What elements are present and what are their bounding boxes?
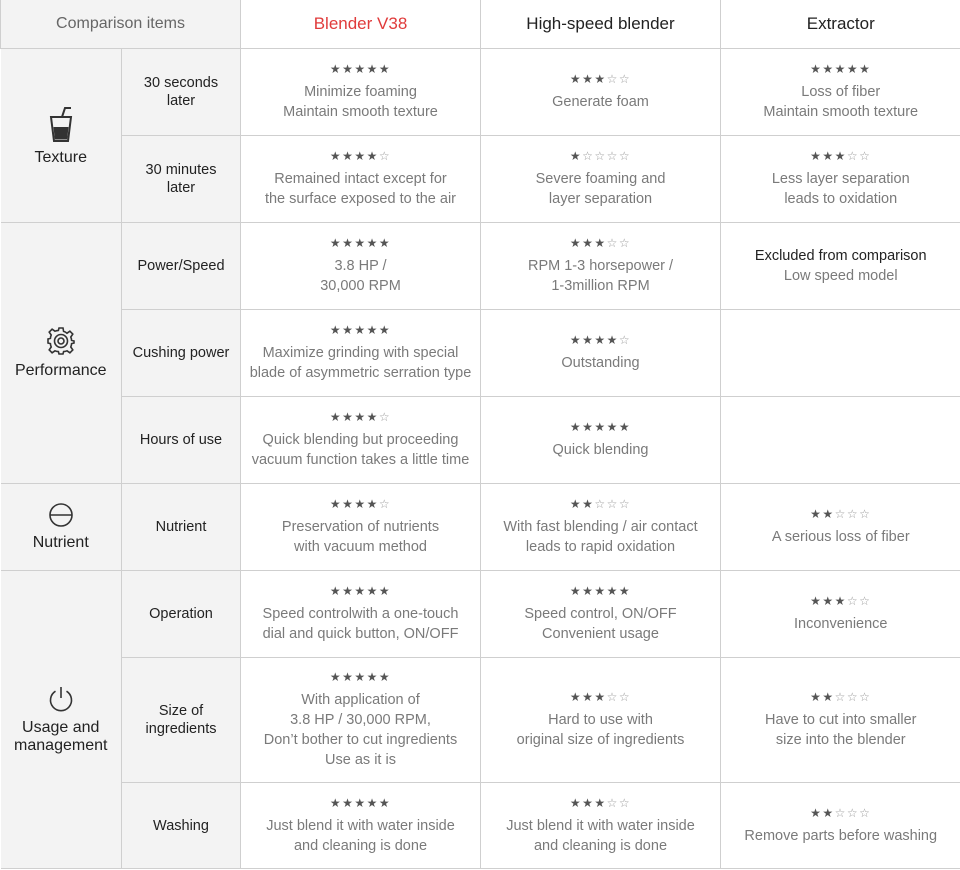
juice-cup-icon (46, 105, 76, 143)
table-row (1, 223, 960, 310)
star-empty-icon: ☆ (378, 410, 392, 424)
row-label-text: 30 minutes (145, 162, 217, 178)
gear-icon (46, 326, 76, 356)
star-rating (481, 149, 720, 163)
star-filled-icon: ★ (378, 62, 392, 76)
star-rating (241, 149, 480, 163)
cell-text: 3.8 HP / 30,000 RPM, (290, 712, 431, 728)
row-label (122, 49, 241, 136)
star-filled-icon: ★ (329, 795, 343, 810)
star-rating (481, 72, 720, 86)
star-filled-icon: ★ (354, 149, 367, 163)
row-label-text: Power/Speed (137, 258, 225, 274)
cell-text: layer separation (548, 191, 653, 207)
star-filled-icon: ★ (822, 507, 835, 521)
table-row (1, 484, 960, 571)
star-empty-icon: ☆ (606, 690, 619, 704)
star-filled-icon: ★ (366, 62, 379, 76)
star-empty-icon: ☆ (859, 149, 872, 163)
comparison-items-header: Comparison items (1, 0, 241, 49)
row-label (122, 223, 241, 310)
row-label (122, 783, 241, 869)
star-rating (721, 806, 960, 820)
cell-text: Remove parts before washing (744, 827, 938, 844)
star-filled-icon: ★ (329, 149, 343, 163)
star-filled-icon: ★ (329, 670, 343, 684)
star-empty-icon: ☆ (378, 149, 392, 163)
star-empty-icon: ☆ (846, 149, 860, 163)
star-filled-icon: ★ (846, 62, 860, 76)
row-label (122, 571, 241, 658)
star-filled-icon: ★ (594, 72, 607, 86)
star-filled-icon: ★ (354, 236, 367, 250)
star-empty-icon: ☆ (606, 795, 619, 810)
row-label-text: Hours of use (139, 432, 223, 448)
star-rating (721, 690, 960, 704)
star-filled-icon: ★ (569, 236, 583, 250)
star-rating (721, 594, 960, 608)
star-filled-icon: ★ (569, 795, 583, 810)
extractor-cell (721, 484, 960, 571)
star-filled-icon: ★ (822, 149, 835, 163)
table-row (1, 571, 960, 658)
star-rating (241, 796, 480, 810)
cell-text: Excluded from comparison (754, 248, 927, 264)
cell-text: Speed controlwith a one-touch (262, 606, 459, 622)
star-rating (241, 62, 480, 76)
cell-text: Preservation of nutrients (281, 519, 440, 535)
star-filled-icon: ★ (834, 62, 847, 76)
blender-v38-cell (241, 484, 481, 571)
star-filled-icon: ★ (618, 584, 632, 598)
star-rating (241, 584, 480, 598)
star-empty-icon: ☆ (618, 149, 632, 163)
star-rating (481, 236, 720, 250)
cell-text: vacuum function takes a little time (251, 452, 470, 468)
cell-text: 3.8 HP / (334, 258, 387, 274)
star-empty-icon: ☆ (618, 72, 632, 86)
cell-text: dial and quick button, ON/OFF (262, 626, 459, 642)
high-speed-blender-cell (481, 484, 721, 571)
cell-text: Low speed model (783, 268, 898, 284)
star-empty-icon: ☆ (846, 594, 860, 608)
star-filled-icon: ★ (366, 236, 379, 250)
star-filled-icon: ★ (859, 62, 872, 76)
star-filled-icon: ★ (834, 594, 847, 608)
star-filled-icon: ★ (329, 410, 343, 424)
star-filled-icon: ★ (354, 670, 367, 684)
star-filled-icon: ★ (594, 420, 607, 434)
table-row (1, 310, 960, 397)
cell-text: and cleaning is done (533, 837, 668, 854)
star-rating (241, 236, 480, 250)
cell-text: 30,000 RPM (320, 278, 401, 294)
high-speed-blender-cell (481, 397, 721, 484)
star-filled-icon: ★ (378, 236, 392, 250)
star-filled-icon: ★ (810, 690, 823, 704)
star-filled-icon: ★ (569, 149, 583, 163)
cell-text: Maximize grinding with special (262, 345, 459, 361)
star-rating (241, 497, 480, 511)
high-speed-blender-cell (481, 136, 721, 223)
high-speed-blender-cell (481, 571, 721, 658)
row-label (122, 136, 241, 223)
star-filled-icon: ★ (378, 670, 392, 684)
cell-text: size into the blender (775, 732, 906, 748)
category-usage (1, 571, 122, 869)
cell-text: with vacuum method (294, 539, 427, 555)
star-filled-icon: ★ (366, 410, 379, 424)
extractor-cell (721, 223, 960, 310)
star-filled-icon: ★ (354, 323, 367, 337)
star-filled-icon: ★ (354, 584, 367, 598)
star-filled-icon: ★ (342, 497, 355, 511)
star-rating (241, 670, 480, 684)
blender-v38-cell (241, 571, 481, 658)
cell-text: Use as it is (325, 752, 396, 768)
star-filled-icon: ★ (366, 149, 379, 163)
star-filled-icon: ★ (342, 323, 355, 337)
star-filled-icon: ★ (834, 149, 847, 163)
star-filled-icon: ★ (582, 795, 595, 810)
category-texture-label: Texture (34, 148, 87, 166)
row-label (122, 397, 241, 484)
star-empty-icon: ☆ (606, 236, 619, 250)
star-filled-icon: ★ (329, 497, 343, 511)
star-filled-icon: ★ (342, 62, 355, 76)
star-filled-icon: ★ (569, 72, 583, 86)
star-empty-icon: ☆ (859, 594, 872, 608)
star-empty-icon: ☆ (618, 795, 632, 810)
row-label-text: later (166, 93, 196, 109)
row-label-text: Operation (149, 606, 213, 622)
star-filled-icon: ★ (354, 795, 367, 810)
cell-text: With fast blending / air contact (503, 519, 698, 535)
cell-text: Loss of fiber (801, 84, 881, 100)
extractor-cell-empty (721, 310, 960, 397)
cell-text: RPM 1-3 horsepower / (527, 258, 674, 274)
cell-text: the surface exposed to the air (264, 191, 457, 207)
star-filled-icon: ★ (822, 690, 835, 704)
extractor-cell-empty (721, 397, 960, 484)
cell-text: leads to rapid oxidation (525, 539, 676, 555)
cell-text: Severe foaming and (535, 171, 666, 187)
star-filled-icon: ★ (606, 333, 619, 347)
cell-text: Just blend it with water inside (266, 817, 455, 834)
cell-text: Remained intact except for (274, 171, 447, 187)
header-row (1, 0, 960, 49)
star-rating (481, 333, 720, 347)
cell-text: original size of ingredients (516, 732, 685, 748)
star-empty-icon: ☆ (378, 497, 392, 511)
star-rating (481, 497, 720, 511)
high-speed-blender-cell (481, 223, 721, 310)
star-rating (241, 323, 480, 337)
category-performance-label: Performance (14, 362, 107, 379)
blender-v38-cell (241, 49, 481, 136)
cell-text: Maintain smooth texture (283, 104, 438, 120)
star-filled-icon: ★ (810, 805, 823, 820)
star-filled-icon: ★ (618, 420, 632, 434)
cell-text: Maintain smooth texture (763, 104, 919, 120)
blender-v38-cell (241, 136, 481, 223)
cell-text: and cleaning is done (293, 837, 428, 854)
extractor-cell (721, 49, 960, 136)
extractor-cell (721, 571, 960, 658)
star-filled-icon: ★ (810, 62, 823, 76)
category-usage-label-line2: management (14, 736, 108, 754)
high-speed-blender-cell (481, 783, 721, 869)
extractor-cell (721, 783, 960, 869)
star-empty-icon: ☆ (846, 690, 860, 704)
star-filled-icon: ★ (606, 584, 619, 598)
star-filled-icon: ★ (329, 323, 343, 337)
table-row (1, 49, 960, 136)
minus-circle-icon (48, 502, 74, 528)
cell-text: leads to oxidation (784, 191, 898, 207)
blender-v38-cell (241, 397, 481, 484)
cell-text: Convenient usage (542, 626, 659, 642)
star-filled-icon: ★ (822, 805, 835, 820)
star-rating (721, 62, 960, 76)
star-rating (481, 796, 720, 810)
cell-text: Don’t bother to cut ingredients (263, 732, 458, 748)
star-filled-icon: ★ (378, 323, 392, 337)
star-empty-icon: ☆ (834, 690, 847, 704)
star-filled-icon: ★ (569, 584, 583, 598)
category-usage-label-line1: Usage and (22, 718, 100, 736)
cell-text: Outstanding (561, 355, 640, 371)
star-filled-icon: ★ (329, 236, 343, 250)
high-speed-blender-cell (481, 310, 721, 397)
cell-text: Just blend it with water inside (506, 817, 695, 834)
star-filled-icon: ★ (594, 795, 607, 810)
star-filled-icon: ★ (810, 594, 823, 608)
star-empty-icon: ☆ (606, 149, 619, 163)
star-filled-icon: ★ (329, 584, 343, 598)
category-nutrient (1, 484, 122, 571)
cell-text: 1-3million RPM (551, 278, 650, 294)
blender-v38-cell (241, 223, 481, 310)
star-rating (481, 584, 720, 598)
star-empty-icon: ☆ (618, 690, 632, 704)
star-empty-icon: ☆ (834, 507, 847, 521)
cell-text: blade of asymmetric serration type (249, 365, 472, 381)
cell-text: Quick blending (552, 442, 649, 458)
star-filled-icon: ★ (366, 795, 379, 810)
star-filled-icon: ★ (822, 594, 835, 608)
star-empty-icon: ☆ (846, 507, 860, 521)
cell-text: Minimize foaming (304, 84, 417, 100)
star-filled-icon: ★ (366, 584, 379, 598)
star-empty-icon: ☆ (859, 690, 872, 704)
extractor-cell (721, 658, 960, 783)
row-label-text: Nutrient (155, 519, 207, 535)
category-performance (1, 223, 122, 484)
row-label (122, 310, 241, 397)
star-empty-icon: ☆ (859, 805, 872, 820)
star-filled-icon: ★ (810, 507, 823, 521)
star-empty-icon: ☆ (594, 149, 607, 163)
star-filled-icon: ★ (354, 410, 367, 424)
star-filled-icon: ★ (329, 62, 343, 76)
table-row (1, 397, 960, 484)
star-filled-icon: ★ (342, 410, 355, 424)
star-filled-icon: ★ (594, 333, 607, 347)
star-filled-icon: ★ (582, 497, 595, 511)
high-speed-blender-cell (481, 49, 721, 136)
star-filled-icon: ★ (354, 62, 367, 76)
star-filled-icon: ★ (582, 584, 595, 598)
star-filled-icon: ★ (342, 149, 355, 163)
star-filled-icon: ★ (594, 690, 607, 704)
star-filled-icon: ★ (378, 584, 392, 598)
star-filled-icon: ★ (606, 420, 619, 434)
blender-v38-cell (241, 783, 481, 869)
star-filled-icon: ★ (342, 236, 355, 250)
category-nutrient-label: Nutrient (32, 534, 89, 551)
row-label-text: Size of (158, 703, 204, 719)
star-filled-icon: ★ (378, 795, 392, 810)
high-speed-blender-cell (481, 658, 721, 783)
star-filled-icon: ★ (810, 149, 823, 163)
cell-text: Have to cut into smaller (764, 712, 917, 728)
cell-text: Inconvenience (793, 616, 888, 632)
cell-text: A serious loss of fiber (771, 529, 910, 545)
star-filled-icon: ★ (342, 670, 355, 684)
star-rating (721, 149, 960, 163)
star-rating (241, 410, 480, 424)
cell-text: Hard to use with (548, 712, 653, 728)
row-label-text: 30 seconds (143, 75, 219, 91)
table-row (1, 783, 960, 869)
star-filled-icon: ★ (569, 690, 583, 704)
star-filled-icon: ★ (569, 497, 583, 511)
star-filled-icon: ★ (354, 497, 367, 511)
star-empty-icon: ☆ (859, 507, 872, 521)
star-filled-icon: ★ (366, 323, 379, 337)
star-empty-icon: ☆ (594, 497, 607, 511)
row-label-text: Washing (153, 817, 209, 834)
extractor-cell (721, 136, 960, 223)
star-filled-icon: ★ (569, 420, 583, 434)
star-filled-icon: ★ (342, 584, 355, 598)
star-filled-icon: ★ (822, 62, 835, 76)
star-filled-icon: ★ (582, 72, 595, 86)
star-filled-icon: ★ (582, 420, 595, 434)
blender-v38-cell (241, 310, 481, 397)
row-label (122, 484, 241, 571)
extractor-header: Extractor (721, 0, 960, 49)
star-empty-icon: ☆ (618, 236, 632, 250)
row-label-text: Cushing power (132, 345, 230, 361)
blender-v38-header: Blender V38 (241, 0, 481, 49)
star-filled-icon: ★ (582, 333, 595, 347)
row-label-text: ingredients (145, 721, 217, 737)
star-rating (481, 420, 720, 434)
row-label (122, 658, 241, 783)
star-empty-icon: ☆ (618, 333, 632, 347)
row-label-text: later (166, 180, 196, 196)
star-filled-icon: ★ (582, 236, 595, 250)
cell-text: With application of (301, 692, 420, 708)
star-rating (721, 507, 960, 521)
high-speed-blender-header: High-speed blender (481, 0, 721, 49)
star-empty-icon: ☆ (618, 497, 632, 511)
star-empty-icon: ☆ (834, 805, 847, 820)
power-icon (47, 685, 75, 713)
blender-v38-cell (241, 658, 481, 783)
star-filled-icon: ★ (594, 584, 607, 598)
star-empty-icon: ☆ (606, 497, 619, 511)
star-filled-icon: ★ (594, 236, 607, 250)
category-texture (1, 49, 122, 223)
star-rating (481, 690, 720, 704)
star-empty-icon: ☆ (846, 805, 860, 820)
star-empty-icon: ☆ (606, 72, 619, 86)
star-empty-icon: ☆ (582, 149, 595, 163)
cell-text: Quick blending but proceeding (262, 432, 459, 448)
cell-text: Less layer separation (771, 171, 910, 187)
cell-text: Generate foam (552, 94, 649, 110)
table-row (1, 136, 960, 223)
star-filled-icon: ★ (366, 497, 379, 511)
star-filled-icon: ★ (342, 795, 355, 810)
star-filled-icon: ★ (569, 333, 583, 347)
star-filled-icon: ★ (582, 690, 595, 704)
cell-text: Speed control, ON/OFF (524, 606, 677, 622)
star-filled-icon: ★ (366, 670, 379, 684)
table-row (1, 658, 960, 783)
